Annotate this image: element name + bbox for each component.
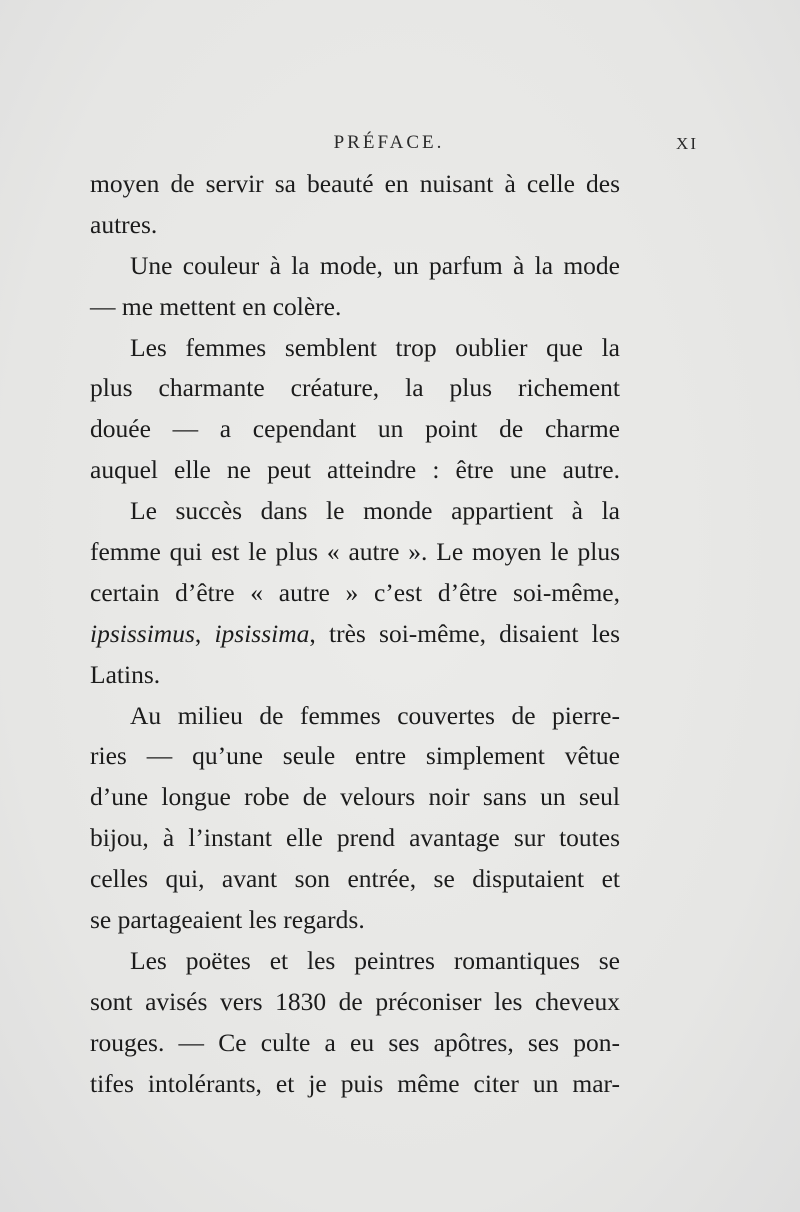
italic-word: ipsissimus [90,618,195,648]
text-line: bijou, à l’instant elle prend avantage sur toutes [90,823,620,853]
text-line: se partageaient les regards. [90,905,365,935]
italic-word: ipsissima [214,618,310,648]
text-line: autres. [90,209,158,239]
text-line: Latins. [90,659,161,689]
text-line: femme qui est le plus « autre ». Le moyen le plus [90,537,620,567]
text-line: Une couleur à la mode, un parfum à la mode [130,250,620,280]
text-line: celles qui, avant son entrée, se disputaient et [90,864,620,894]
text-line: plus charmante créature, la plus richement [90,373,620,403]
text-line: — me mettent en colère. [90,291,342,321]
text-line: moyen de servir sa beauté en nuisant à celle des [90,169,620,198]
body-text [90,164,620,1104]
text-line: auquel elle ne peut atteindre : être une autre. [90,455,620,485]
page-number: XI [676,134,698,153]
text-line: douée — a cependant un point de charme [90,414,620,444]
text-line: certain d’être « autre » c’est d’être soi-même, [90,577,620,607]
text-line: rouges. — Ce culte a eu ses apôtres, ses pon- [90,1027,620,1057]
text-line: Les poëtes et les peintres romantiques se [130,945,620,975]
text-line: ries — qu’une seule entre simplement vêtue [90,741,620,771]
text-line-mixed [90,614,620,655]
text-fragment: , très soi-même, disaient les [309,618,621,648]
text-fragment: , [194,618,215,648]
text-line: Les femmes semblent trop oublier que la [130,332,620,362]
text-line: Le succès dans le monde appartient à la [130,496,620,526]
text-line: d’une longue robe de velours noir sans un seul [90,782,620,812]
text-line: tifes intolérants, et je puis même citer un mar- [90,1068,620,1098]
page-header [90,132,698,162]
text-line: Au milieu de femmes couvertes de pierre- [130,700,620,730]
running-head: PRÉFACE. [333,132,445,153]
text-line: sont avisés vers 1830 de préconiser les cheveux [90,986,620,1016]
